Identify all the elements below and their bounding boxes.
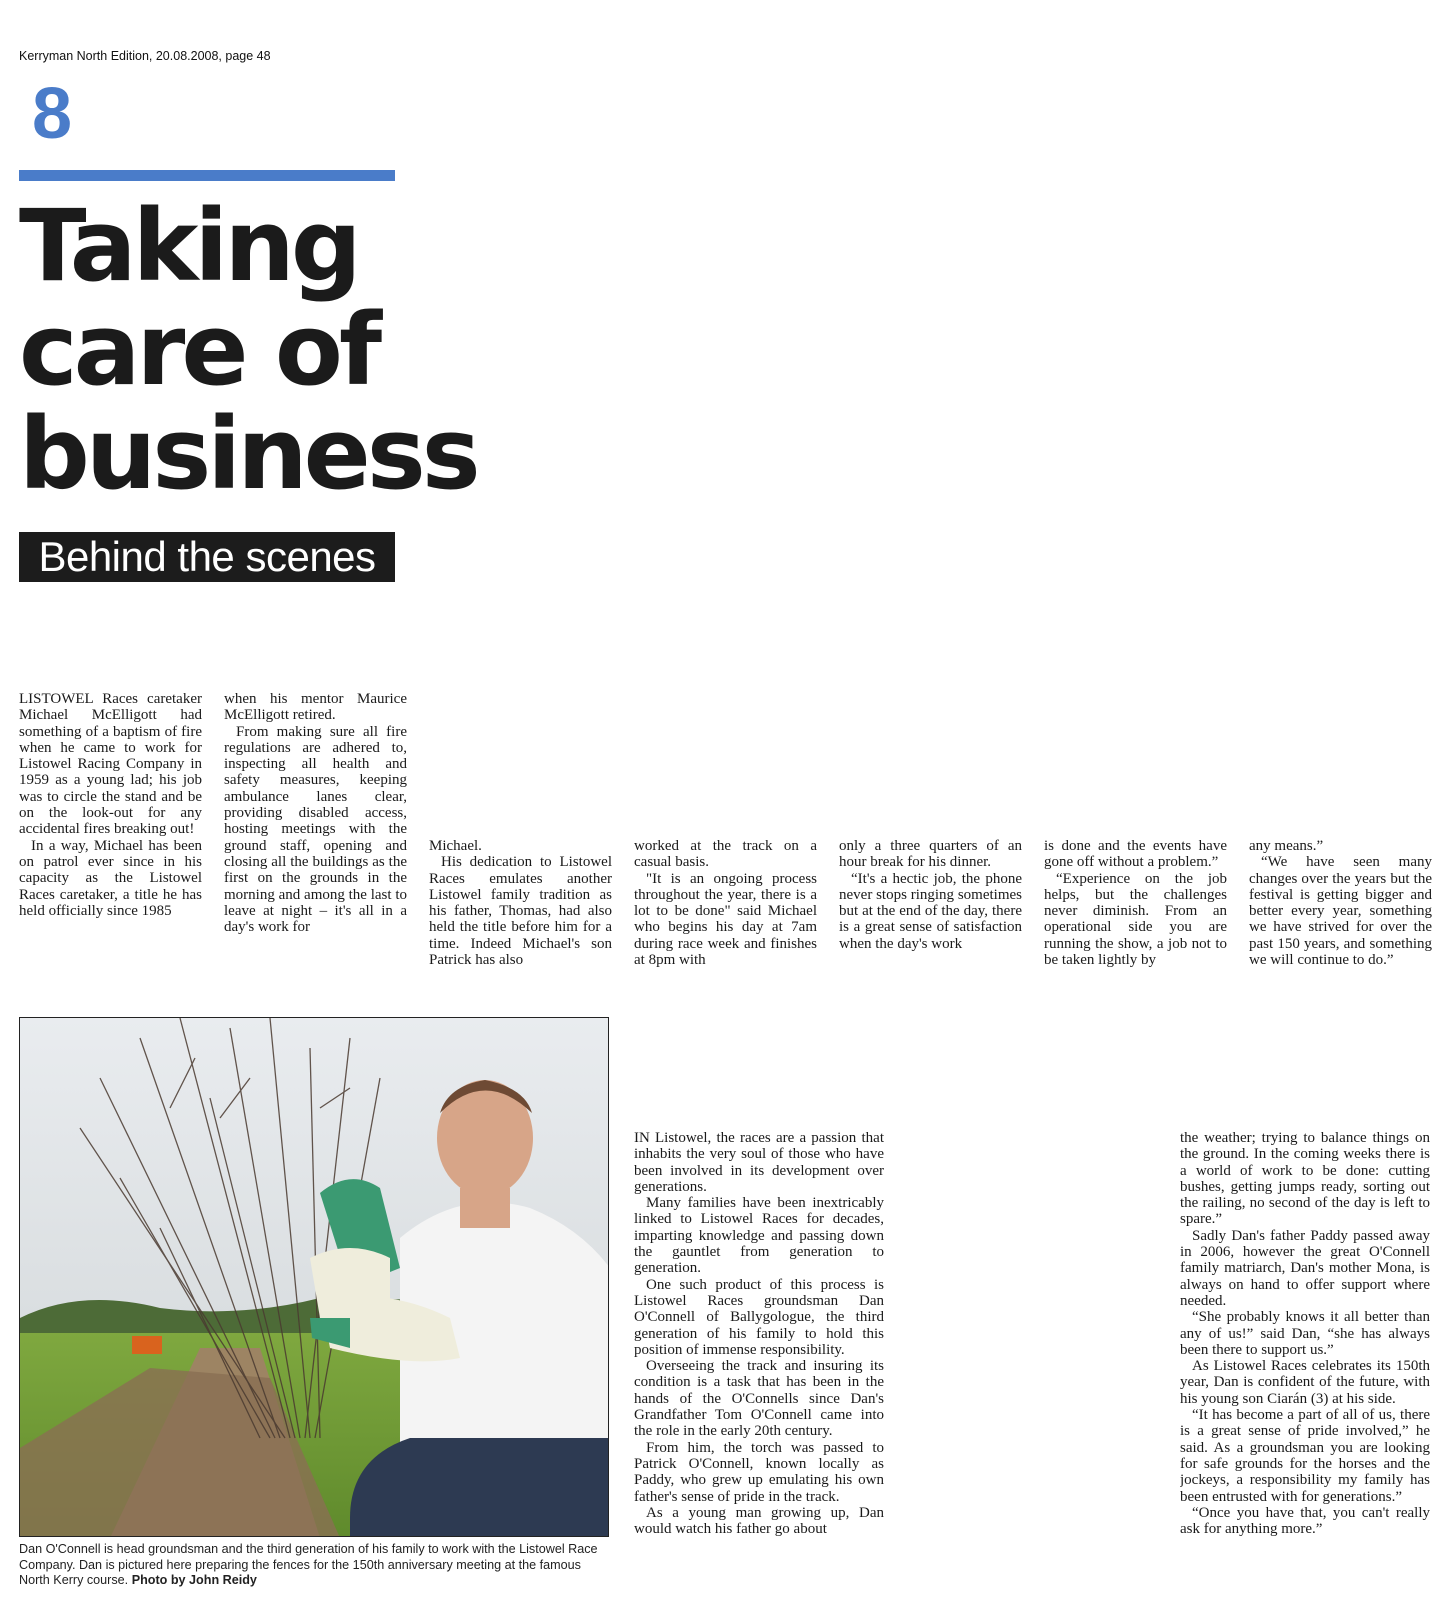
story1-column-2 [224,691,407,986]
paragraph: “We have seen many changes over the years but the festival is getting bigger and better every year, something we have strived for over the past 150 years, and something we will continue to do.” [1249,854,1432,969]
paragraph: the weather; trying to balance things on the ground. In the coming weeks there is a world of work to be done: cutting bushes, getting jumps ready, sorting out the railing, no second of the day is left to spare.” [1180,1130,1430,1228]
photo-credit: Photo by John Reidy [131,1573,257,1587]
source-line: Kerryman North Edition, 20.08.2008, page 48 [19,49,271,63]
paragraph: Sadly Dan's father Paddy passed away in 2006, however the great O'Connell family matriarch, Dan's mother Mona, is always on hand to offer support where needed. [1180,1227,1430,1309]
section-banner: Behind the scenes [19,532,395,582]
paragraph: His dedication to Listowel Races emulates another Listowel family tradition as his father, Thomas, had also held the title before him for a time. Indeed Michael's son Patrick has also [429,854,612,969]
paragraph: One such product of this process is Listowel Races groundsman Dan O'Connell of Ballygologue, the third generation of his family to hold this position of immense responsibility. [634,1276,884,1358]
section-rule [19,170,395,181]
caption-text: Dan O'Connell is head groundsman and the third generation of his family to work with the Listowel Race Company. Dan is pictured here preparing the fences for the 150th anniversary meeting at the famous North Kerry course. [19,1542,598,1587]
headline-line-1: Taking [19,189,358,304]
page-number: 8 [32,74,73,154]
paragraph: As Listowel Races celebrates its 150th year, Dan is confident of the future, with his young son Ciarán (3) at his side. [1180,1358,1430,1407]
story1-column-6 [1044,838,1227,986]
paragraph: IN Listowel, the races are a passion that inhabits the very soul of those who have been involved in its development over generations. [634,1130,884,1195]
paragraph: Many families have been inextricably linked to Listowel Races for decades, imparting knowledge and passing down the gauntlet from generation to generation. [634,1195,884,1277]
paragraph: "It is an ongoing process throughout the year, there is a lot to be done" said Michael who begins his day at 7am during race week and finishes at 8pm with [634,870,817,969]
paragraph: “She probably knows it all better than any of us!” said Dan, “she has always been there to support us.” [1180,1309,1430,1358]
story1-column-1 [19,691,202,986]
story1-column-5 [839,838,1022,986]
article-photo [19,1017,609,1537]
story1-column-7 [1249,838,1432,986]
paragraph: As a young man growing up, Dan would watch his father go about [634,1504,884,1538]
paragraph: From him, the torch was passed to Patrick O'Connell, known locally as Paddy, who grew up emulating his own father's sense of pride in the track. [634,1439,884,1505]
paragraph: “Once you have that, you can't really ask for anything more.” [1180,1504,1430,1538]
paragraph: “Experience on the job helps, but the challenges never diminish. From an operational side you are running the show, a job not to be taken lightly by [1044,870,1227,969]
paragraph: Overseeing the track and insuring its condition is a task that has been in the hands of the O'Connells since Dan's Grandfather Tom O'Connell came into the role in the early 20th century. [634,1358,884,1440]
paragraph: when his mentor Maurice McElligott retired. [224,691,407,724]
paragraph: Michael. [429,838,482,854]
paragraph: LISTOWEL Races caretaker Michael McElligott had something of a baptism of fire when he came to work for Listowel Racing Company in 1959 as a young lad; his job was to circle the stand and be on the look-out for any accidental fires breaking out! [19,691,202,838]
paragraph: “It has become a part of all of us, there is a great sense of pride involved,” he said. As a groundsman you are looking for safe grounds for the horses and the jockeys, a responsibility my family has been entrusted with for generations.” [1180,1407,1430,1505]
headline [19,189,477,512]
paragraph: any means.” [1249,838,1324,854]
story2-column-2 [1180,1130,1430,1598]
paragraph: “It's a hectic job, the phone never stops ringing sometimes but at the end of the day, there is a great sense of satisfaction when the day's work [839,870,1022,952]
headline-line-2: care of [19,293,379,408]
paragraph: In a way, Michael has been on patrol ever since in his capacity as the Listowel Races caretaker, a title he has held officially since 1985 [19,837,202,919]
headline-line-3: business [19,397,477,512]
paragraph: From making sure all fire regulations are adhered to, inspecting all health and safety measures, keeping ambulance lanes clear, providing disabled access, hosting meetings with the ground staff, opening and closing all the buildings as the first on the grounds in the morning and among the last to leave at night – it's all in a day's work for [224,723,407,936]
story1-column-4 [634,838,817,986]
photo-caption [19,1542,609,1589]
story2-column-1 [634,1130,884,1598]
paragraph: only a three quarters of an hour break for his dinner. [839,838,1022,871]
paragraph: is done and the events have gone off without a problem.” [1044,838,1227,871]
story1-column-3 [429,838,612,986]
paragraph: worked at the track on a casual basis. [634,838,817,871]
